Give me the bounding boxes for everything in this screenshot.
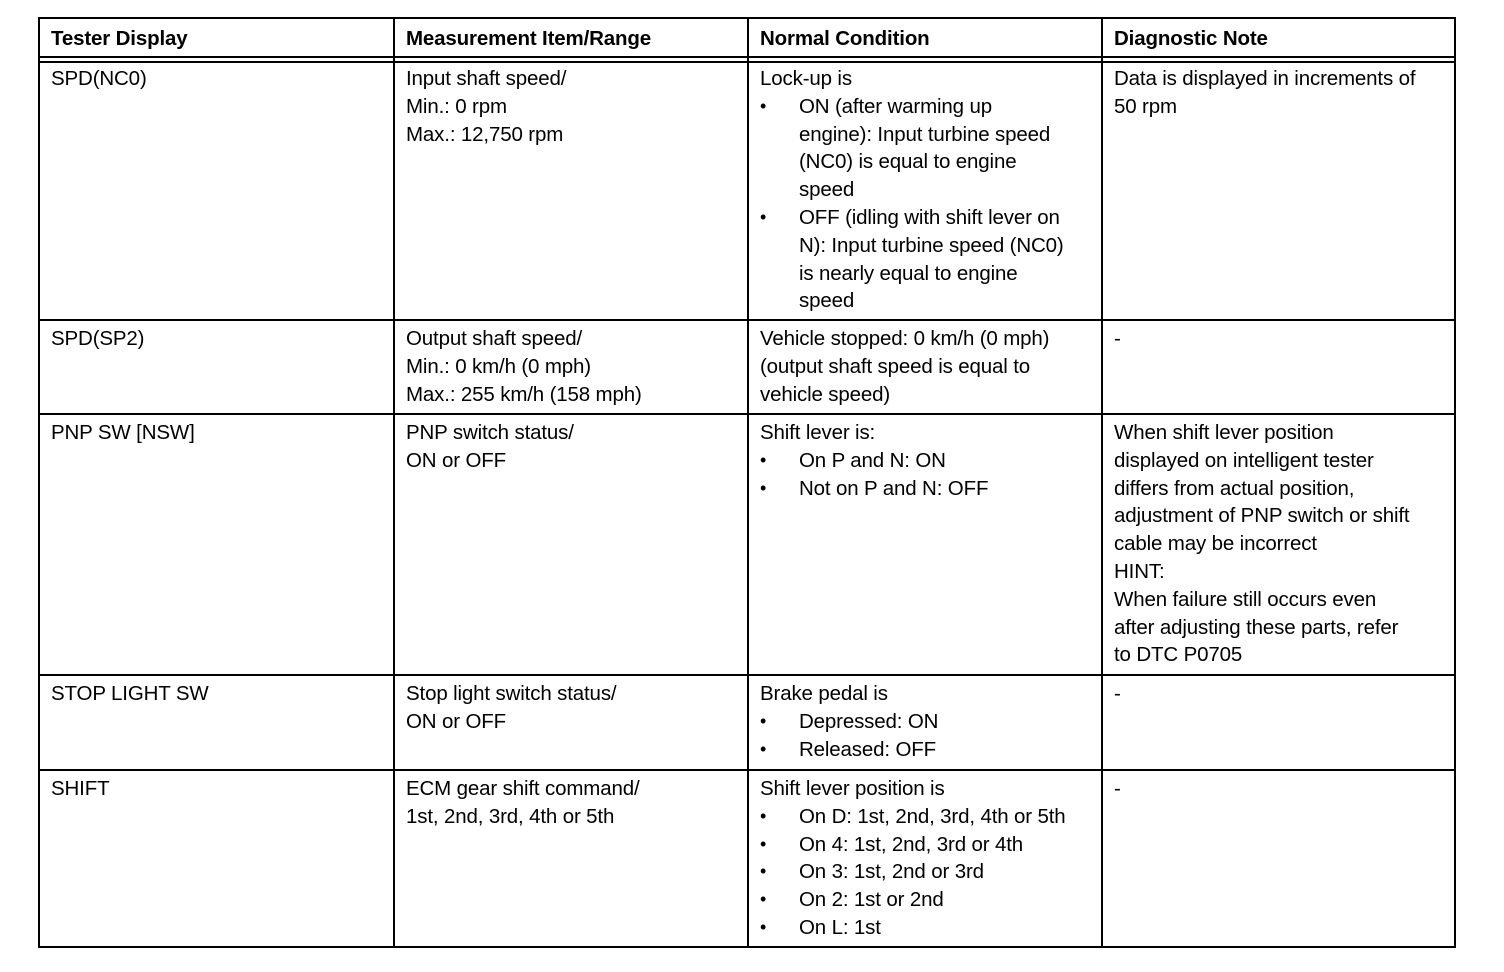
measurement-line: 1st, 2nd, 3rd, 4th or 5th bbox=[406, 804, 615, 828]
note-line: Data is displayed in increments of bbox=[1114, 67, 1416, 90]
measurement-cell bbox=[395, 321, 747, 413]
bullet-icon: • bbox=[760, 95, 767, 116]
bullet-icon: • bbox=[760, 206, 767, 227]
header-diagnostic-note: Diagnostic Note bbox=[1114, 27, 1268, 50]
condition-bullet: • OFF (idling with shift lever on bbox=[760, 204, 1091, 232]
condition-intro: Lock-up is bbox=[760, 67, 852, 90]
diagnostic-note-cell bbox=[1103, 61, 1456, 319]
measurement-cell bbox=[395, 771, 747, 948]
measurement-cell bbox=[395, 61, 747, 319]
tester-display-cell bbox=[40, 321, 393, 413]
note-line: after adjusting these parts, refer bbox=[1114, 615, 1399, 639]
measurement-cell bbox=[395, 415, 747, 674]
measurement-line: Max.: 12,750 rpm bbox=[406, 122, 564, 146]
bullet-icon: • bbox=[760, 805, 767, 826]
tester-display-text: STOP LIGHT SW bbox=[51, 682, 209, 705]
tester-display-cell bbox=[40, 771, 393, 948]
normal-condition-cell bbox=[749, 61, 1101, 319]
condition-bullet: • On P and N: ON bbox=[760, 447, 1091, 475]
condition-bullet: • ON (after warming up bbox=[760, 93, 1091, 121]
bullet-icon: • bbox=[760, 833, 767, 854]
measurement-line: ECM gear shift command/ bbox=[406, 777, 640, 800]
condition-bullet: • On D: 1st, 2nd, 3rd, 4th or 5th bbox=[760, 803, 1091, 831]
note-line: differs from actual position, bbox=[1114, 476, 1355, 500]
table-row bbox=[40, 415, 1454, 674]
condition-intro: Shift lever is: bbox=[760, 421, 876, 444]
note-line: - bbox=[1114, 682, 1121, 705]
tester-display-cell bbox=[40, 61, 393, 319]
measurement-line: Min.: 0 km/h (0 mph) bbox=[406, 354, 591, 378]
note-line: displayed on intelligent tester bbox=[1114, 448, 1374, 472]
header-measurement-item: Measurement Item/Range bbox=[406, 27, 652, 50]
measurement-line: Input shaft speed/ bbox=[406, 67, 567, 90]
note-line: - bbox=[1114, 777, 1121, 800]
condition-intro: Shift lever position is bbox=[760, 777, 945, 800]
measurement-line: Stop light switch status/ bbox=[406, 682, 617, 705]
condition-line: Vehicle stopped: 0 km/h (0 mph) bbox=[760, 327, 1050, 350]
note-line: When failure still occurs even bbox=[1114, 587, 1377, 611]
diagnostic-note-cell bbox=[1103, 771, 1456, 948]
data-list-table bbox=[38, 17, 1456, 948]
bullet-icon: • bbox=[760, 477, 767, 498]
normal-condition-cell bbox=[749, 771, 1101, 948]
condition-bullet: • Not on P and N: OFF bbox=[760, 475, 1091, 503]
note-line: adjustment of PNP switch or shift bbox=[1114, 504, 1410, 528]
tester-display-text: SPD(SP2) bbox=[51, 327, 145, 350]
table-row bbox=[40, 321, 1454, 413]
measurement-cell bbox=[395, 676, 747, 769]
condition-bullet: • Depressed: ON bbox=[760, 708, 1091, 736]
bullet-icon: • bbox=[760, 710, 767, 731]
condition-bullet: • On 4: 1st, 2nd, 3rd or 4th bbox=[760, 831, 1091, 859]
tester-display-text: SPD(NC0) bbox=[51, 67, 147, 90]
normal-condition-cell bbox=[749, 321, 1101, 413]
measurement-line: Output shaft speed/ bbox=[406, 327, 583, 350]
condition-bullet-continuation: is nearly equal to engine bbox=[799, 261, 1018, 285]
tester-display-text: PNP SW [NSW] bbox=[51, 421, 195, 444]
note-line: to DTC P0705 bbox=[1114, 643, 1243, 667]
bullet-icon: • bbox=[760, 861, 767, 882]
condition-bullet-continuation: engine): Input turbine speed bbox=[799, 122, 1051, 146]
measurement-line: Min.: 0 rpm bbox=[406, 94, 507, 118]
note-line: When shift lever position bbox=[1114, 421, 1334, 444]
condition-bullet-continuation: (NC0) is equal to engine bbox=[799, 150, 1017, 174]
condition-bullet: • On 2: 1st or 2nd bbox=[760, 886, 1091, 914]
note-line: cable may be incorrect bbox=[1114, 532, 1317, 556]
measurement-line: Max.: 255 km/h (158 mph) bbox=[406, 382, 642, 406]
header-normal-condition: Normal Condition bbox=[760, 27, 930, 50]
condition-line: (output shaft speed is equal to bbox=[760, 354, 1031, 378]
header-tester-display: Tester Display bbox=[51, 27, 188, 50]
measurement-line: PNP switch status/ bbox=[406, 421, 574, 444]
diagnostic-note-cell bbox=[1103, 676, 1456, 769]
condition-intro: Brake pedal is bbox=[760, 682, 888, 705]
diagnostic-note-cell bbox=[1103, 321, 1456, 413]
tester-display-text: SHIFT bbox=[51, 777, 110, 800]
table-row bbox=[40, 676, 1454, 769]
tester-display-cell bbox=[40, 676, 393, 769]
bullet-icon: • bbox=[760, 738, 767, 759]
table-row bbox=[40, 61, 1454, 319]
table-header-row bbox=[40, 19, 1454, 57]
tester-display-cell bbox=[40, 415, 393, 674]
measurement-line: ON or OFF bbox=[406, 709, 507, 733]
note-hint-label: HINT: bbox=[1114, 559, 1165, 583]
condition-bullet: • Released: OFF bbox=[760, 736, 1091, 764]
bullet-icon: • bbox=[760, 916, 767, 937]
condition-line: vehicle speed) bbox=[760, 382, 891, 406]
note-line: 50 rpm bbox=[1114, 94, 1177, 118]
bullet-icon: • bbox=[760, 449, 767, 470]
bullet-icon: • bbox=[760, 889, 767, 910]
normal-condition-cell bbox=[749, 415, 1101, 674]
measurement-line: ON or OFF bbox=[406, 448, 507, 472]
condition-bullet-continuation: speed bbox=[799, 289, 855, 313]
normal-condition-cell bbox=[749, 676, 1101, 769]
table-row bbox=[40, 771, 1454, 948]
condition-bullet: • On 3: 1st, 2nd or 3rd bbox=[760, 858, 1091, 886]
diagnostic-note-cell bbox=[1103, 415, 1456, 674]
condition-bullet: • On L: 1st bbox=[760, 914, 1091, 942]
condition-bullet-continuation: N): Input turbine speed (NC0) bbox=[799, 233, 1064, 257]
condition-bullet-continuation: speed bbox=[799, 178, 855, 202]
note-line: - bbox=[1114, 327, 1121, 350]
